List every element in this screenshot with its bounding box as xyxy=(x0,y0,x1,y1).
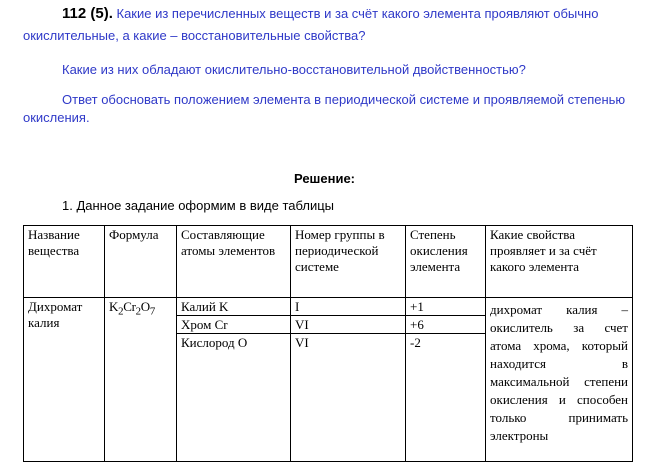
substance-name: Дихромат калия xyxy=(24,298,105,462)
group-cell: VI xyxy=(291,334,406,352)
header-atoms: Составляющие атомы элементов xyxy=(177,226,291,298)
header-name: Название вещества xyxy=(24,226,105,298)
group-cell: VI xyxy=(291,316,406,334)
problem-line-1 xyxy=(62,3,598,25)
question-text-5: окисления. xyxy=(23,110,90,125)
group-cell: I xyxy=(291,298,406,316)
substance-table xyxy=(23,225,633,462)
atom-cell: Кислород O xyxy=(177,334,291,352)
atom-cell: Калий K xyxy=(177,298,291,316)
question-text-2: окислительные, а какие – восстановительные свойства? xyxy=(23,28,366,43)
header-properties: Какие свойства проявляет и за счёт какого элемента xyxy=(486,226,633,298)
step-1-text: 1. Данное задание оформим в виде таблицы xyxy=(62,198,334,213)
oxidation-cell: -2 xyxy=(406,334,486,352)
oxidation-cell: +6 xyxy=(406,316,486,334)
problem-number: 112 (5). xyxy=(62,5,113,22)
table-header-row xyxy=(24,226,633,298)
table-row xyxy=(24,298,633,316)
atom-cell: Хром Cr xyxy=(177,316,291,334)
question-text-3: Какие из них обладают окислительно-восстановительной двойственностью? xyxy=(62,62,526,77)
property-cell: дихромат калия – окислитель за счет атома хрома, который находится в максимальной степени окисления и способен только принимать электроны xyxy=(486,298,633,462)
header-oxidation: Степень окисления элемента xyxy=(406,226,486,298)
oxidation-cell: +1 xyxy=(406,298,486,316)
question-text-4: Ответ обосновать положением элемента в периодической системе и проявляемой степенью xyxy=(62,92,626,107)
header-group: Номер группы в периодической системе xyxy=(291,226,406,298)
header-formula: Формула xyxy=(105,226,177,298)
solution-title: Решение: xyxy=(293,171,356,186)
question-text-1: Какие из перечисленных веществ и за счёт какого элемента проявляют обычно xyxy=(116,6,599,21)
substance-formula: $K_2Cr_2O_7$ xyxy=(105,298,177,462)
